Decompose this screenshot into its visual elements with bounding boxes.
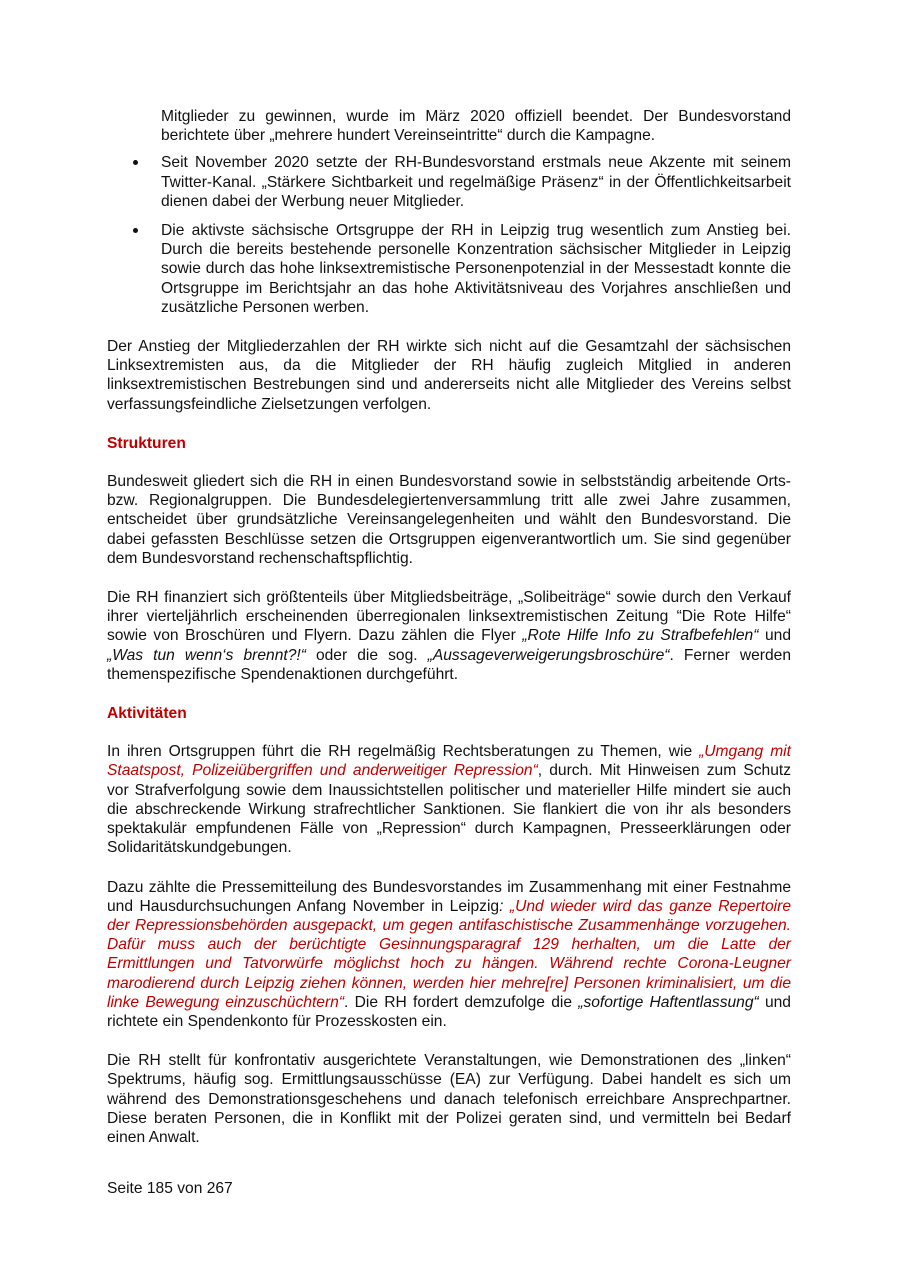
text-run: oder die sog.: [305, 646, 428, 664]
text-run: In ihren Ortsgruppen führt die RH regelmäßig Rechtsberatungen zu Themen, wie: [107, 743, 700, 761]
page-content: [107, 107, 791, 1167]
bullet-text: Seit November 2020 setzte der RH-Bundesvorstand erstmals neue Akzente mit seinem Twitter-Kanal. „Stärkere Sichtbarkeit und regelmäßige Präsenz“ in der Öffentlichkeitsarbeit dienen dabei der Werbung neuer Mitglieder.: [161, 154, 791, 210]
structures-paragraph-1: Bundesweit gliedert sich die RH in einen Bundesvorstand sowie in selbstständig arbeitende Orts- bzw. Regionalgruppen. Die Bundesdelegiertenversammlung tritt alle zwei Jahre zusammen, entscheidet über grundsätzliche Vereinsangelegenheiten und wählt den Bundesvorstand. Die dabei gefassten Beschlüsse setzen die Ortsgruppen eigenverantwortlich um. Sie sind gegenüber dem Bundesvorstand rechenschaftspflichtig.: [107, 473, 791, 567]
demand-text: „sofortige Haftentlassung“: [578, 993, 759, 1011]
flyer-title: „Rote Hilfe Info zu Strafbefehlen“: [522, 627, 759, 645]
list-item: [107, 107, 791, 145]
bullet-text: Mitglieder zu gewinnen, wurde im März 2020 offiziell beendet. Der Bundesvorstand berichtete über „mehrere hundert Vereinseintritte“ durch die Kampagne.: [161, 108, 791, 145]
bullet-icon: [133, 228, 138, 233]
quote-text: „Umgang mit Staatspost, Polizeiübergriffen und anderweitiger Repression“: [107, 743, 791, 780]
bullet-icon: [133, 160, 138, 165]
brochure-title: „Aussageverweigerungsbroschüre“: [427, 646, 670, 664]
activities-paragraph-3: Die RH stellt für konfrontativ ausgerichtete Veranstaltungen, wie Demonstrationen des „linken“ Spektrums, häufig sog. Ermittlungsausschüsse (EA) zur Verfügung. Dabei handelt es sich um während des Demonstrationsgeschehens und danach telefonisch erreichbare Ansprechpartner. Diese beraten Personen, die in Konflikt mit der Polizei geraten sind, und vermitteln bei Bedarf einen Anwalt.: [107, 1052, 791, 1146]
activities-paragraph-1: [107, 742, 791, 857]
text-run: Die RH finanziert sich größtenteils über Mitgliedsbeiträge, „Solibeiträge“ sowie durch den Verkauf ihrer vierteljährlich erscheinenden überregionalen linksextremistischen Zeitung “Die Rote Hilfe“ sowie von Broschüren und Flyern. Dazu zählen die Flyer: [107, 589, 791, 645]
list-item: [107, 221, 791, 317]
section-heading-structures: Strukturen: [107, 434, 186, 452]
activities-paragraph-2: [107, 878, 791, 1032]
text-run: und: [758, 627, 791, 645]
section-heading-activities: Aktivitäten: [107, 705, 187, 723]
flyer-title: „Was tun wenn‘s brennt?!“: [107, 646, 306, 664]
intro-paragraph: Der Anstieg der Mitgliederzahlen der RH wirkte sich nicht auf die Gesamtzahl der sächsischen Linksextremisten aus, da die Mitglieder der RH häufig zugleich Mitglied in anderen linksextremistischen Bestrebungen sind und andererseits nicht alle Mitglieder des Vereins selbst verfassungsfeindliche Zielsetzungen verfolgen.: [107, 338, 791, 413]
text-run: , durch. Mit Hinweisen zum Schutz vor Strafverfolgung sowie dem Inaussichtstellen politischer und materieller Hilfe mindert sie auch die abschreckende Wirkung strafrechtlicher Sanktionen. Sie flankiert die von ihr als besonders spektakulär empfundenen Fälle von „Repression“ durch Kampagnen, Presseerklärungen oder Solidaritätskundgebungen.: [107, 762, 791, 857]
text-run: . Ferner werden themenspezifische Spendenaktionen durchgeführt.: [107, 646, 791, 683]
structures-paragraph-2: [107, 588, 791, 684]
text-run: . Die RH fordert demzufolge die: [344, 993, 579, 1011]
bullet-list: [107, 107, 791, 317]
page-number-footer: Seite 185 von 267: [107, 1180, 233, 1197]
text-run: :: [499, 897, 504, 915]
text-run: Dazu zählte die Pressemitteilung des Bundesvorstandes im Zusammenhang mit einer Festnahme und Hausdurchsuchungen Anfang November in Leipzig: [107, 878, 791, 915]
list-item: [107, 153, 791, 211]
quote-text: „Und wieder wird das ganze Repertoire der Repressionsbehörden ausgepackt, um gegen antifaschistische Zusammenhänge vorzugehen. Dafür muss auch der berüchtigte Gesinnungsparagraf 129 herhalten, um die Latte der Ermittlungen und Tatvorwürfe möglichst hoch zu hängen. Während rechte Corona-Leugner marodierend durch Leipzig ziehen können, werden hier mehre[re] Personen kriminalisiert, um die linke Bewegung einzuschüchtern“: [107, 897, 792, 1011]
bullet-text: Die aktivste sächsische Ortsgruppe der RH in Leipzig trug wesentlich zum Anstieg bei. Durch die bereits bestehende personelle Konzentration sächsischer Mitglieder in Leipzig sowie durch das hohe linksextremistische Personenpotenzial in der Messestadt konnte die Ortsgruppe im Berichtsjahr an das hohe Aktivitätsniveau des Vorjahres anschließen und zusätzliche Personen werben.: [161, 222, 791, 316]
text-run: und richtete ein Spendenkonto für Prozesskosten ein.: [107, 993, 791, 1030]
